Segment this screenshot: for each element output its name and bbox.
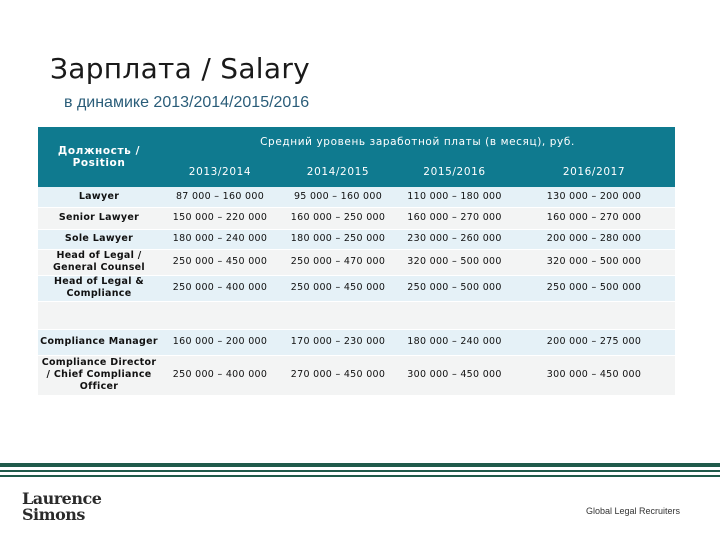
salary-cell: 300 000 – 450 000 [513,355,675,395]
footer-rule-thick [0,463,720,467]
salary-cell: 150 000 – 220 000 [160,207,280,229]
year-header: 2016/2017 [513,157,675,187]
salary-cell: 87 000 – 160 000 [160,187,280,207]
year-header: 2014/2015 [280,157,396,187]
salary-cell: 250 000 – 500 000 [513,275,675,301]
salary-cell: 160 000 – 250 000 [280,207,396,229]
salary-cell: 250 000 – 400 000 [160,275,280,301]
slide-subtitle: в динамике 2013/2014/2015/2016 [64,94,310,111]
position-cell: Compliance Director / Chief Compliance Officer [38,355,160,395]
salary-group-header: Средний уровень заработной платы (в месяц), руб. [160,127,675,157]
salary-cell: 300 000 – 450 000 [396,355,513,395]
table-row [38,229,675,249]
position-cell: Sole Lawyer [38,229,160,249]
table-row [38,249,675,275]
salary-cell: 180 000 – 240 000 [160,229,280,249]
position-cell: Compliance Manager [38,329,160,355]
position-cell: Head of Legal / General Counsel [38,249,160,275]
salary-cell [160,301,280,329]
logo-line: Simons [22,505,85,524]
table-row [38,275,675,301]
salary-cell: 180 000 – 250 000 [280,229,396,249]
table-row [38,329,675,355]
salary-cell: 230 000 – 260 000 [396,229,513,249]
slide-title: Зарплата / Salary [50,52,310,85]
salary-cell [513,301,675,329]
salary-cell: 130 000 – 200 000 [513,187,675,207]
salary-table [38,127,675,396]
table-row [38,355,675,395]
salary-cell: 200 000 – 280 000 [513,229,675,249]
logo-line: Laurence [22,489,102,508]
footer-rule [0,470,720,472]
footer-rule [0,475,720,477]
salary-cell: 320 000 – 500 000 [396,249,513,275]
salary-cell [396,301,513,329]
laurence-simons-logo [22,491,101,523]
year-header: 2013/2014 [160,157,280,187]
position-cell: Lawyer [38,187,160,207]
salary-cell: 250 000 – 400 000 [160,355,280,395]
salary-cell: 180 000 – 240 000 [396,329,513,355]
salary-cell: 160 000 – 200 000 [160,329,280,355]
salary-cell [280,301,396,329]
salary-cell: 170 000 – 230 000 [280,329,396,355]
salary-cell: 250 000 – 500 000 [396,275,513,301]
salary-cell: 250 000 – 470 000 [280,249,396,275]
salary-cell: 270 000 – 450 000 [280,355,396,395]
table-row [38,207,675,229]
salary-cell: 250 000 – 450 000 [160,249,280,275]
salary-cell: 320 000 – 500 000 [513,249,675,275]
salary-cell: 160 000 – 270 000 [513,207,675,229]
table-row [38,187,675,207]
position-cell: Head of Legal & Compliance [38,275,160,301]
footer-tagline: Global Legal Recruiters [585,506,680,516]
position-cell: Senior Lawyer [38,207,160,229]
position-column-header: Должность / Position [38,127,160,187]
position-cell [38,301,160,329]
salary-cell: 200 000 – 275 000 [513,329,675,355]
salary-cell: 160 000 – 270 000 [396,207,513,229]
year-header: 2015/2016 [396,157,513,187]
table-row-empty [38,301,675,329]
salary-cell: 110 000 – 180 000 [396,187,513,207]
salary-cell: 95 000 – 160 000 [280,187,396,207]
salary-cell: 250 000 – 450 000 [280,275,396,301]
